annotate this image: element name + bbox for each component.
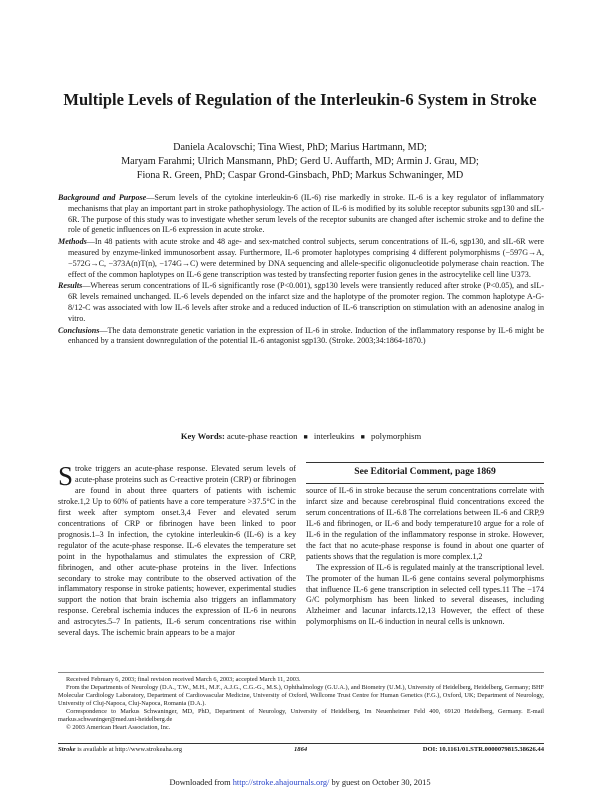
download-link[interactable]: http://stroke.ahajournals.org/ xyxy=(232,778,330,787)
abstract-text: Whereas serum concentrations of IL-6 significantly rose (P<0.001), sgp130 levels were transiently reduced after stroke (P<0.05), and sIL-6R levels remained unchanged. IL-6 levels depended on the infarct size and the haplotype of the promoter region. The common haplotype A-G-8/12-C was associated with low IL-6 levels after stroke and a reduced induction of IL-6 transcription on stimulation with an adenosine analog in vitro. xyxy=(68,281,544,323)
editorial-comment-link[interactable]: See Editorial Comment, page 1869 xyxy=(306,462,544,484)
keyword: interleukins xyxy=(313,431,355,441)
author-line: Maryam Farahmi; Ulrich Mansmann, PhD; Gerd U. Auffarth, MD; Armin J. Grau, MD; xyxy=(121,156,479,167)
footnote-received: Received February 6, 2003; final revision received March 6, 2003; accepted March 11, 2003. xyxy=(66,676,301,683)
keywords-label: Key Words: xyxy=(180,431,225,441)
footnote-affiliations: From the Departments of Neurology (D.A., T.W., M.H., M.F., A.J.G., C.G.-G., M.S.), Ophthalmology (G.U.A.), and Biometry (U.M.), University of Heidelberg, Heidelberg, Germany; BHF Molecular Cardiology Laboratory, Department of Cardiovascular Medicine, University of Oxford, Wellcome Trust Centre for Human Genetics (F.G.), Oxford, UK; Department of Neurology, University of Cluj-Napoca, Cluj-Napoca, Romania (D.A.). xyxy=(58,684,544,707)
journal-name: Stroke xyxy=(58,746,76,753)
body-paragraph: The expression of IL-6 is regulated mainly at the transcriptional level. The promoter of the human IL-6 gene contains several polymorphisms that influence IL-6 gene transcription in selected cell types.11 The −174 G/C polymorphism has been linked to several diseases, including Alzheimer and lacunar infarcts.12,13 However, the effect of these polymorphisms on IL-6 induction in neural cells is unknown. xyxy=(306,562,544,627)
page-footer xyxy=(58,743,544,753)
author-line: Daniela Acalovschi; Tina Wiest, PhD; Marius Hartmann, MD; xyxy=(173,142,427,153)
abstract-conclusions: Conclusions—The data demonstrate genetic variation in the expression of IL-6 in stroke. Induction of the inflammatory response by IL-6 might be enhanced by a transient downregulation of the potential IL-6 antagonist sgp130. (Stroke. 2003;34:1864-1870.) xyxy=(58,325,544,346)
footnote-copyright: © 2003 American Heart Association, Inc. xyxy=(66,724,171,731)
download-suffix: by guest on October 30, 2015 xyxy=(331,778,431,787)
dropcap: S xyxy=(58,461,74,491)
author-list xyxy=(60,141,540,183)
keyword: acute-phase reaction xyxy=(226,431,298,441)
footnote-correspondence: Correspondence to Markus Schwaninger, MD, PhD, Department of Neurology, University of Heidelberg, Im Neuenheimer Feld 400, 69120 Heidelberg, Germany. E-mail markus.schwaninger@med.uni-heidelberg.de xyxy=(58,708,544,723)
abstract-background: Background and Purpose—Serum levels of the cytokine interleukin-6 (IL-6) rise markedly in stroke. IL-6 is a key regulator of inflammatory mechanisms that play an important part in stroke pathophysiology. The action of IL-6 is modified by its soluble receptor subunits sgp130 and sIL-6R. The purpose of this study was to investigate whether serum levels of the receptor subunits are changed after ischemic stroke and to define the role of genetic influences on IL-6 expression in acute stroke. xyxy=(58,193,544,235)
abstract-label: Methods xyxy=(58,237,87,247)
body-paragraph xyxy=(58,461,296,639)
author-line: Fiona R. Green, PhD; Caspar Grond-Ginsbach, PhD; Markus Schwaninger, MD xyxy=(136,170,464,181)
body-column-right xyxy=(306,462,544,628)
abstract xyxy=(58,193,544,348)
abstract-methods: Methods—In 48 patients with acute stroke and 48 age- and sex-matched control subjects, serum concentrations of IL-6, sgp130, and sIL-6R were measured by enzyme-linked immunosorbent assay. Furthermore, IL-6 promoter haplotypes comprising 4 different polymorphisms (−597G→A, −572G→C, −373A(n)T(n), −174G→C) were determined by DNA sequencing and allele-specific oligonucleotide polymerase chain reaction. The effect of the common haplotypes on IL-6 gene transcription was tested by transfecting reporter fusion genes in the astrocytelike cell line U373. xyxy=(58,237,544,279)
journal-availability xyxy=(58,746,182,753)
article-title: Multiple Levels of Regulation of the Interleukin-6 System in Stroke xyxy=(63,90,537,109)
page-number: 1864 xyxy=(294,746,308,753)
keyword: polymorphism xyxy=(371,431,422,441)
journal-url-text[interactable]: is available at http://www.strokeaha.org xyxy=(77,746,182,753)
square-bullet-icon: ■ xyxy=(303,433,308,441)
body-column-left xyxy=(58,461,296,639)
abstract-text: Serum levels of the cytokine interleukin-6 (IL-6) rise markedly in stroke. IL-6 is a key regulator of inflammatory mechanisms that play an important part in stroke pathophysiology. The action of IL-6 is modified by its soluble receptor subunits sgp130 and sIL-6R. The purpose of this study was to investigate whether serum levels of the receptor subunits are changed after ischemic stroke and to define the role of genetic influences on IL-6 expression in acute stroke. xyxy=(68,193,544,235)
abstract-text: In 48 patients with acute stroke and 48 age- and sex-matched control subjects, serum concentrations of IL-6, sgp130, and sIL-6R were measured by enzyme-linked immunosorbent assay. Furthermore, IL-6 promoter haplotypes comprising 4 different polymorphisms (−597G→A, −572G→C, −373A(n)T(n), −174G→C) were determined by DNA sequencing and allele-specific oligonucleotide polymerase chain reaction. The effect of the common haplotypes on IL-6 gene transcription was tested by transfecting reporter fusion genes in the astrocytelike cell line U373. xyxy=(68,237,544,279)
download-notice xyxy=(0,778,600,787)
body-paragraph: source of IL-6 in stroke because the serum concentrations correlate with infarct size and because cerebrospinal fluid concentrations exceed the serum concentrations of IL-6.8 The correlations between IL-6 and CRP,9 IL-6 and fibrinogen, or IL-6 and body temperature10 argue for a role of IL-6 in the regulation of the inflammatory response in stroke. However, the fact that no acute-phase response is found in about one quarter of patients shows that the regulation is more complex.1,2 xyxy=(306,485,544,561)
body-text: troke triggers an acute-phase response. Elevated serum levels of acute-phase proteins such as C-reactive protein (CRP) or fibrinogen are found in about three quarters of patients with ischemic stroke.1,2 Up to 60% of patients have a core temperature >37.5°C in the first week after symptom onset.3,4 Fever and elevated serum concentrations of CRP or fibrinogen have been linked to poor prognosis.1–3 In infection, the cytokine interleukin-6 (IL-6) is a key regulator of the acute-phase response. IL-6 elevates the temperature set point in the hypothalamus and stimulates the expression of CRP, fibrinogen, and other acute-phase proteins in the liver. Infections secondary to stroke may contribute to the observed activation of the inflammatory response in stroke patients; however, experimental studies support the notion that brain ischemia also triggers an inflammatory response. Cerebral ischemia induces the expression of IL-6 in neurons and astrocytes.5–7 In patients, IL-6 serum concentrations rise within several days. The ischemic brain appears to be a major xyxy=(58,464,296,638)
doi: DOI: 10.1161/01.STR.0000079815.38626.44 xyxy=(422,746,544,753)
abstract-label: Background and Purpose xyxy=(58,193,147,202)
square-bullet-icon: ■ xyxy=(360,433,365,441)
keywords xyxy=(58,431,544,441)
abstract-label: Conclusions xyxy=(58,325,100,335)
abstract-results: Results—Whereas serum concentrations of IL-6 significantly rose (P<0.001), sgp130 levels were transiently reduced after stroke (P<0.05), and sIL-6R levels remained unchanged. IL-6 levels depended on the infarct size and the haplotype of the promoter region. The common haplotype A-G-8/12-C was associated with low IL-6 levels after stroke and a reduced induction of IL-6 transcription on stimulation with an adenosine analog in vitro. xyxy=(58,281,544,323)
abstract-text: The data demonstrate genetic variation in the expression of IL-6 in stroke. Induction of the inflammatory response by IL-6 might be enhanced by a transient downregulation of the potential IL-6 antagonist sgp130. (Stroke. 2003;34:1864-1870.) xyxy=(68,325,544,346)
download-prefix: Downloaded from xyxy=(169,778,231,787)
abstract-label: Results xyxy=(58,281,83,291)
footnotes xyxy=(58,672,544,732)
